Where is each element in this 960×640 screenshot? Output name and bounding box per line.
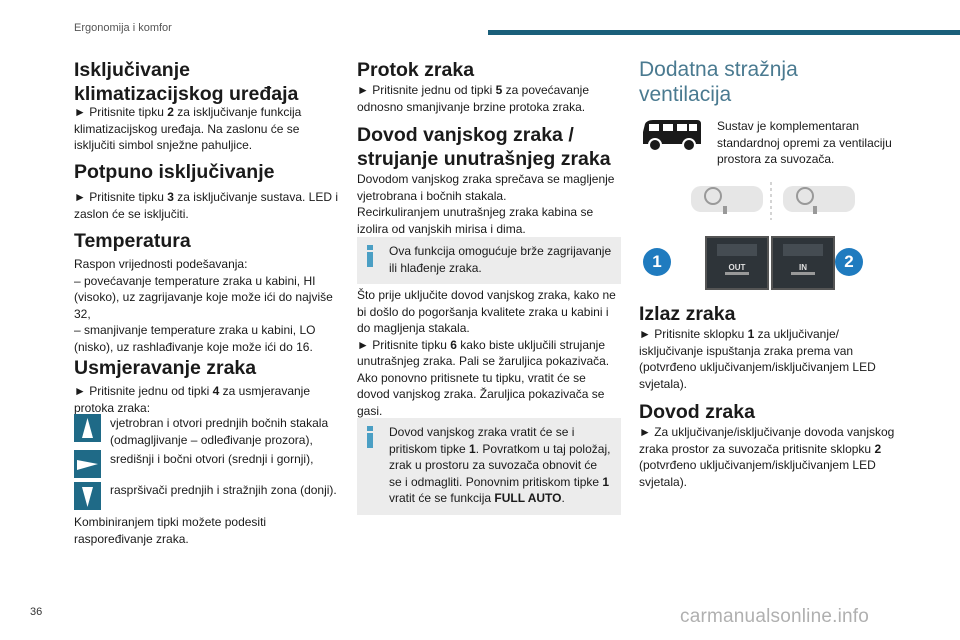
heading-rear-ventilation: Dodatna stražnja ventilacija xyxy=(639,58,798,106)
heading-air-distribution: Usmjeravanje zraka xyxy=(74,357,257,379)
heading-recirculation: Dovod vanjskog zraka / strujanje unutrašnjeg zraka xyxy=(357,124,611,170)
info-note-full-auto: Dovod vanjskog zraka vratit će se i pritiskom tipke 1. Povratkom u taj položaj, zrak u prostoru za suvozača obnovit će se i odmagliti. Ponovnim pritiskom tipke 1 vratit će se funkcija FULL AUTO. xyxy=(357,418,621,515)
heading-air-inlet: Dovod zraka xyxy=(639,401,755,423)
temp-range-label: Raspon vrijednosti podešavanja: xyxy=(74,257,248,271)
para-outside-air xyxy=(357,287,621,419)
recirc-p1: Dovodom vanjskog zraka sprečava se magljenje vjetrobrana i bočnih stakala. xyxy=(357,172,615,203)
badge-2: 2 xyxy=(835,248,863,276)
distribution-option-floor: raspršivači prednjih i stražnjih zona (donji). xyxy=(74,482,342,516)
info-icon xyxy=(367,426,373,448)
distribution-option-windscreen: vjetrobran i otvori prednjih bočnih stakala (odmagljivanje – odleđivanje prozora), xyxy=(74,414,342,448)
para-ac-off: ► Pritisnite tipku 2 za isključivanje funkcija klimatizacijskog uređaja. Na zaslonu će se isključiti simbol snježne pahuljice. xyxy=(74,105,302,152)
heading-ac-off: Isključivanje klimatizacijskog uređaja xyxy=(74,59,299,105)
in-button[interactable] xyxy=(771,236,835,290)
para-temperature xyxy=(74,256,342,355)
para-combine-buttons: Kombiniranjem tipki možete podesiti raspoređivanje zraka. xyxy=(74,515,267,546)
para-air-distribution: ► Pritisnite jednu od tipki 4 za usmjeravanje protoka zraka: xyxy=(74,384,311,415)
temp-item-hi: – povećavanje temperature zraka u kabini, HI (visoko), uz zagrijavanje koje može ići do najviše 32, xyxy=(74,273,333,321)
outside-air-p2: ► Pritisnite tipku 6 kako biste uključili strujanje unutrašnjeg zraka. Pali se žaruljica pokazivača. Ako ponovno pritisnete tu tipku, vratit će se dovod vanjskog zraka. Žaruljica pokazivača se gasi. xyxy=(357,337,610,418)
running-header: Ergonomija i komfor xyxy=(74,22,172,34)
recirc-p2: Recirkuliranjem unutrašnjeg zraka kabina se izolira od vanjskih mirisa i dima. xyxy=(357,205,594,236)
watermark: carmanualsonline.info xyxy=(680,606,870,627)
info-icon xyxy=(367,245,373,267)
temp-item-lo: – smanjivanje temperature zraka u kabini, LO (nisko), uz rashlađivanje koje može ići do 16. xyxy=(74,323,316,354)
outside-air-p1: Što prije uključite dovod vanjskog zraka, kako ne bi došlo do pogoršanja kvalitete zraka u kabini i do magljenja stakala. xyxy=(357,288,616,335)
windscreen-vent-icon xyxy=(74,414,101,442)
van-icon xyxy=(639,116,705,154)
heading-temperature: Temperatura xyxy=(74,230,191,252)
header-accent-bar xyxy=(488,30,960,35)
para-recirculation xyxy=(357,171,621,237)
distribution-option-center: središnji i bočni otvori (srednji i gornji), xyxy=(74,450,342,480)
vent-layout-diagram xyxy=(689,182,869,220)
badge-1: 1 xyxy=(643,248,671,276)
heading-air-flow: Protok zraka xyxy=(357,59,475,81)
heading-air-outlet: Izlaz zraka xyxy=(639,303,736,325)
floor-vent-icon xyxy=(74,482,101,510)
out-button-label: OUT xyxy=(728,263,746,272)
page-number: 36 xyxy=(30,606,43,618)
center-vent-icon xyxy=(74,450,101,478)
out-button[interactable] xyxy=(705,236,769,290)
para-air-outlet: ► Pritisnite sklopku 1 za uključivanje/ isključivanje ispuštanja zraka prema van (potvrđeno uključivanjem/isključivanjem LED svjetala). xyxy=(639,327,876,391)
heading-full-off: Potpuno isključivanje xyxy=(74,161,275,183)
van-description: Sustav je komplementaran standardnoj opremi za ventilaciju prostora za suvozača. xyxy=(717,119,892,166)
para-air-inlet: ► Za uključivanje/isključivanje dovoda vanjskog zraka prostor za suvozača pritisnite sklopku 2 (potvrđeno uključivanjem/isključivanjem LED svjetala). xyxy=(639,425,895,489)
para-air-flow: ► Pritisnite jednu od tipki 5 za povećavanje odnosno smanjivanje brzine protoka zraka. xyxy=(357,83,590,114)
para-full-off: ► Pritisnite tipku 3 za isključivanje sustava. LED i zaslon će se isključiti. xyxy=(74,190,339,221)
in-button-label: IN xyxy=(799,263,807,272)
info-note-fast-heating: Ova funkcija omogućuje brže zagrijavanje ili hlađenje zraka. xyxy=(357,237,621,284)
